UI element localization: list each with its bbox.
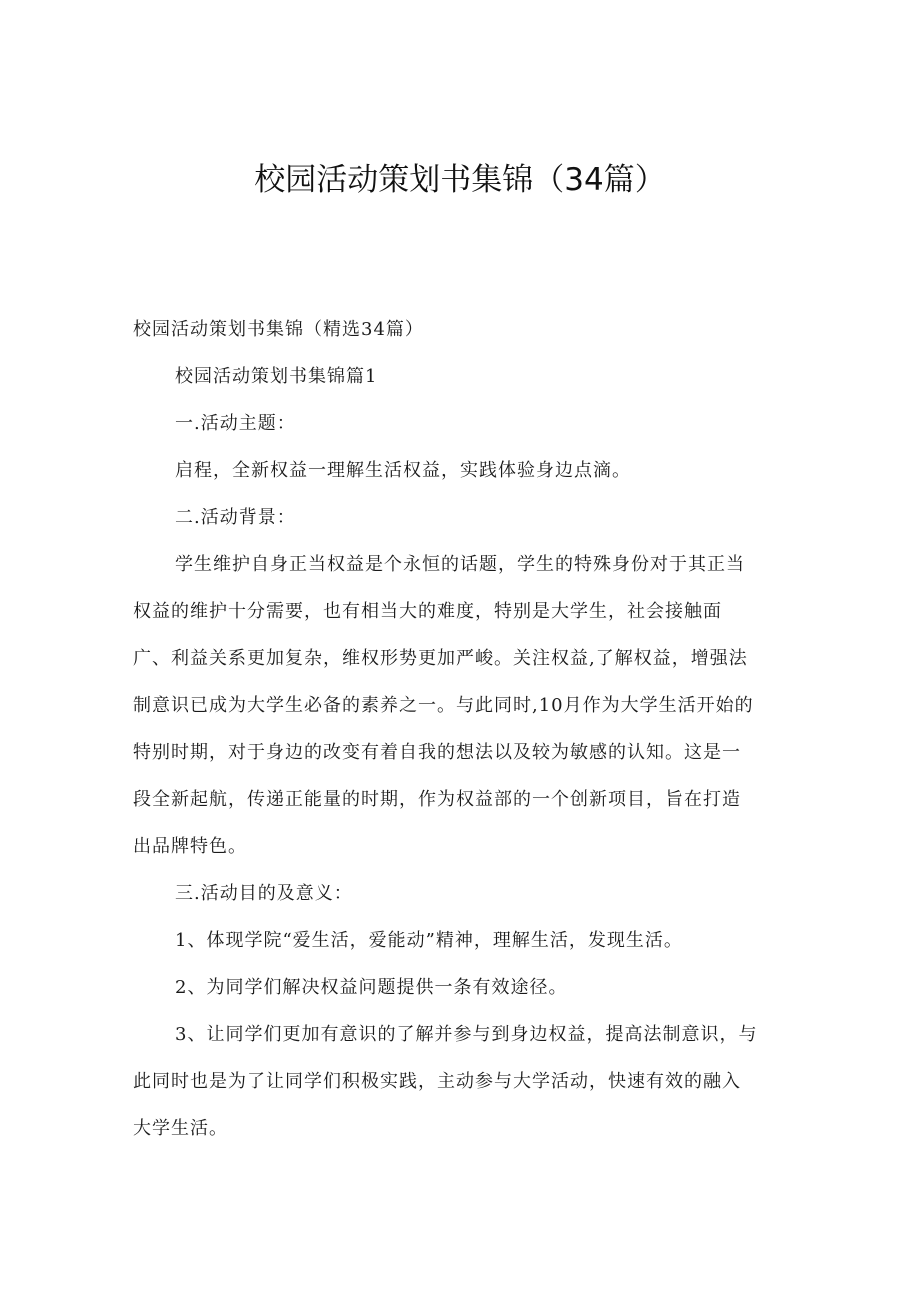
background-line: 出品牌特色。 — [133, 836, 247, 857]
purpose-item-2: 2、为同学们解决权益问题提供一条有效途径。 — [175, 977, 568, 998]
background-heading: 二.活动背景： — [175, 507, 296, 528]
background-line: 制意识已成为大学生必备的素养之一。与此同时,10月作为大学生活开始的 — [133, 695, 754, 716]
purpose-heading: 三.活动目的及意义： — [175, 883, 353, 904]
background-line: 权益的维护十分需要，也有相当大的难度，特别是大学生，社会接触面 — [133, 601, 722, 622]
document-title: 校园活动策划书集锦（34篇） — [254, 162, 666, 198]
document-body — [133, 306, 788, 1152]
purpose-item-3 — [133, 1011, 788, 1152]
purpose-item-3-line: 3、让同学们更加有意识的了解并参与到身边权益，提高法制意识，与 — [175, 1024, 758, 1045]
purpose-item-1: 1、体现学院“爱生活，爱能动”精神，理解生活，发现生活。 — [175, 930, 683, 951]
background-line: 广、利益关系更加复杂，维权形势更加严峻。关注权益,了解权益，增强法 — [133, 648, 748, 669]
document-subtitle: 校园活动策划书集锦（精选34篇） — [133, 319, 424, 340]
purpose-item-3-line: 此同时也是为了让同学们积极实践，主动参与大学活动，快速有效的融入 — [133, 1071, 741, 1092]
theme-text: 启程，全新权益一理解生活权益，实践体验身边点滴。 — [175, 460, 631, 481]
background-paragraph — [133, 541, 788, 870]
purpose-item-3-line: 大学生活。 — [133, 1118, 228, 1139]
theme-heading: 一.活动主题： — [175, 413, 296, 434]
section-heading: 校园活动策划书集锦篇1 — [175, 366, 378, 387]
background-line: 段全新起航，传递正能量的时期，作为权益部的一个创新项目，旨在打造 — [133, 789, 741, 810]
background-line: 特别时期，对于身边的改变有着自我的想法以及较为敏感的认知。这是一 — [133, 742, 741, 763]
background-line: 学生维护自身正当权益是个永恒的话题，学生的特殊身份对于其正当 — [175, 554, 745, 575]
